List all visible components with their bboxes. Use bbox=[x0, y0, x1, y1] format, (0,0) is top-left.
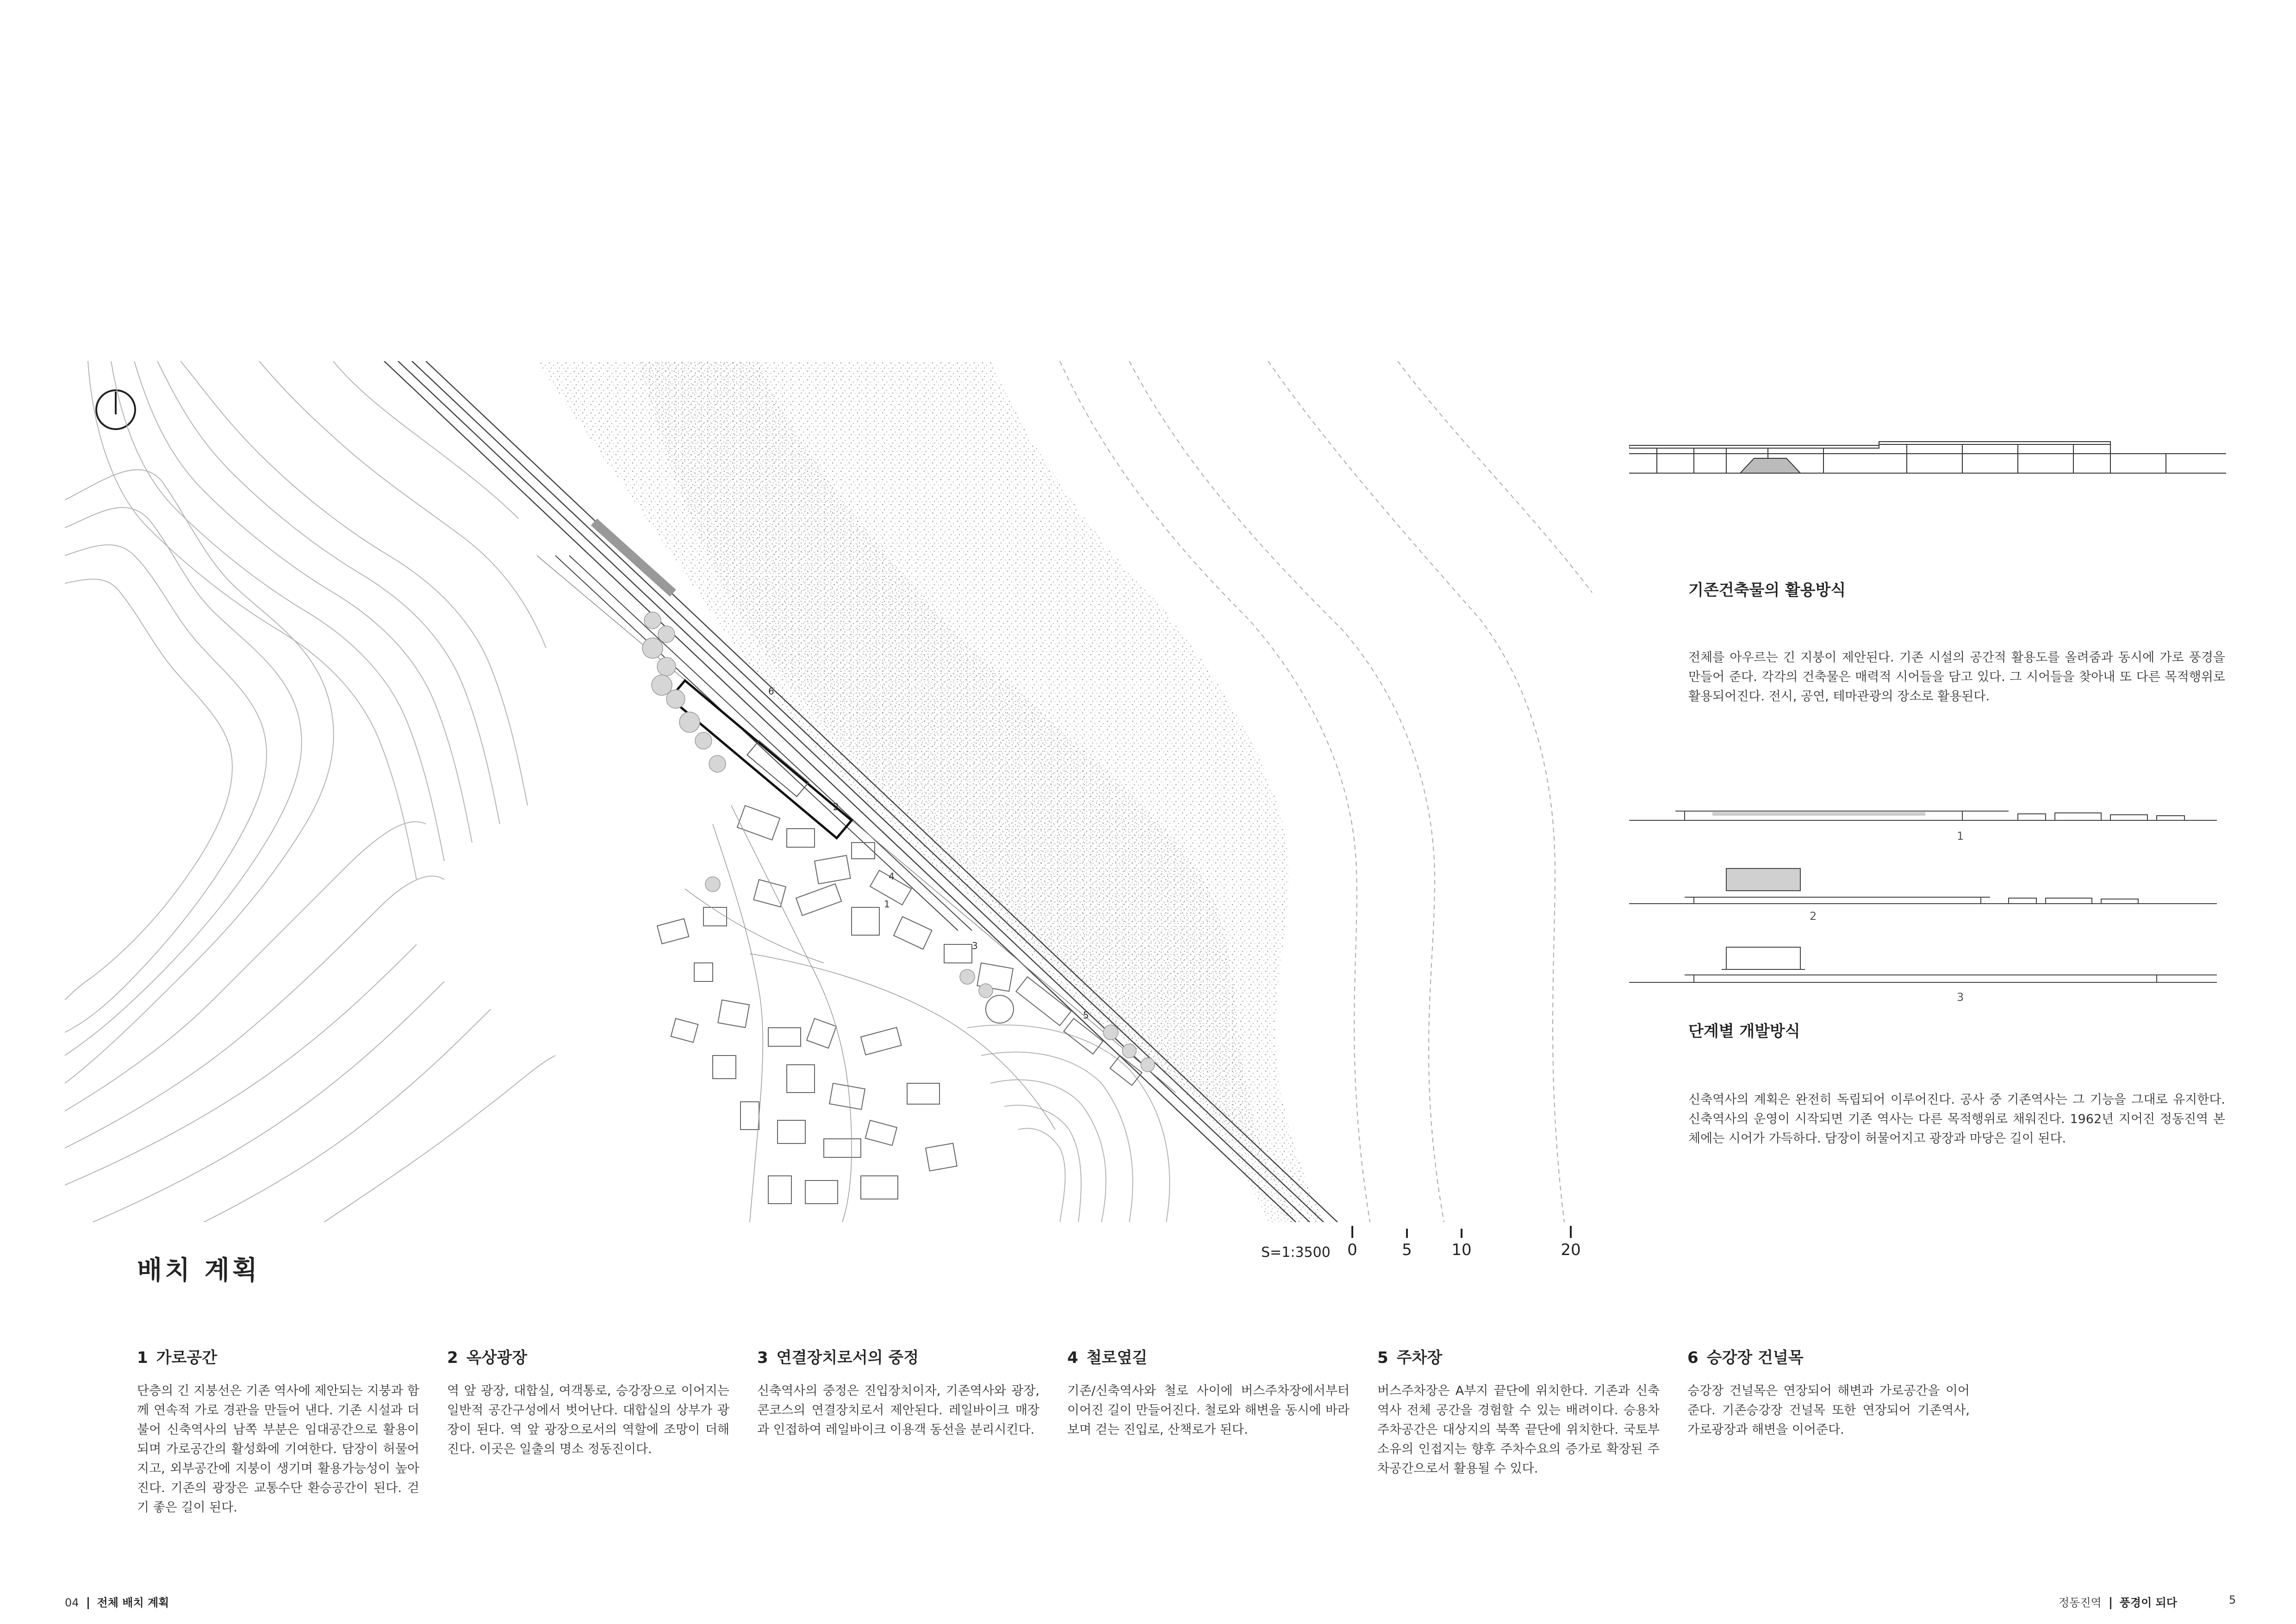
column-5-body: 버스주차장은 A부지 끝단에 위치한다. 기존과 신축역사 전체 공간을 경험할 수 있는 배려이다. 승용차 주차공간은 대상지의 북쪽 끝단에 위치한다. 국토부 소유의 인접지는 향후 주차수요의 증가로 확장된 주차공간으로서 활용될 수 있다. bbox=[1377, 1384, 1660, 1476]
column-4-heading: 4 철로옆길 bbox=[1067, 1349, 1148, 1367]
column-1-heading: 1 가로공간 bbox=[137, 1349, 218, 1367]
building-section-drawing bbox=[1629, 435, 2226, 477]
phase-development-title: 단계별 개발방식 bbox=[1688, 1022, 1800, 1041]
footer-right bbox=[2059, 1593, 2177, 1610]
phase-number-1: 1 bbox=[1957, 830, 1964, 843]
column-3-heading: 3 연결장치로서의 중정 bbox=[757, 1349, 919, 1367]
column-6-body: 승강장 건널목은 연장되어 해변과 가로공간을 이어준다. 기존승강장 건널목 또한 연장되어 기존역사, 가로광장과 해변을 이어준다. bbox=[1687, 1384, 1970, 1437]
phase-elevation-3 bbox=[1629, 935, 2217, 986]
footer-left bbox=[65, 1593, 169, 1610]
plan-label-2: 2 bbox=[833, 801, 839, 812]
footer-page-number-right: 5 bbox=[2229, 1593, 2236, 1606]
phase-elevation-1 bbox=[1629, 778, 2217, 824]
column-3 bbox=[757, 1345, 1039, 1440]
column-4 bbox=[1067, 1345, 1350, 1440]
scale-text: S=1:3500 bbox=[1261, 1244, 1331, 1261]
plan-label-4: 4 bbox=[889, 871, 895, 882]
column-1 bbox=[137, 1345, 419, 1518]
column-5-heading: 5 주차장 bbox=[1377, 1349, 1443, 1367]
scale-tick-20: 20 bbox=[1561, 1241, 1581, 1259]
scale-tick-5: 5 bbox=[1402, 1241, 1412, 1259]
column-2-body: 역 앞 광장, 대합실, 여객통로, 승강장으로 이어지는 일반적 공간구성에서 벗어난다. 대합실의 상부가 광장이 된다. 역 앞 광장으로서의 역할에 조망이 더해진다. 이곳은 일출의 명소 정동진이다. bbox=[447, 1384, 729, 1456]
phase-number-2: 2 bbox=[1810, 910, 1817, 923]
existing-buildings-body: 전체를 아우르는 긴 지붕이 제안된다. 기존 시설의 공간적 활용도를 올려줌과 동시에 가로 풍경을 만들어 준다. 각각의 건축물은 매력적 시어들을 담고 있다. 그 시어들을 찾아내 또 다른 목적행위로 활용되어진다. 전시, 공연, 테마관광의 장소로 활용된다. bbox=[1688, 650, 2225, 704]
column-4-body: 기존/신축역사와 철로 사이에 버스주차장에서부터 이어진 길이 만들어진다. 철로와 해변을 동시에 바라보며 걷는 진입로, 산책로가 된다. bbox=[1067, 1384, 1350, 1437]
existing-buildings-title: 기존건축물의 활용방식 bbox=[1688, 581, 1846, 600]
footer-project-title: 풍경이 되다 bbox=[2119, 1596, 2178, 1609]
plan-label-6: 6 bbox=[768, 686, 774, 697]
footer-project-name: 정동진역 bbox=[2059, 1596, 2102, 1609]
column-6-heading: 6 승강장 건널목 bbox=[1687, 1349, 1804, 1367]
column-3-body: 신축역사의 중정은 진입장치이자, 기존역사와 광장, 콘코스의 연결장치로서 제안된다. 레일바이크 매장과 인접하여 레일바이크 이용객 동선을 분리시킨다. bbox=[757, 1384, 1039, 1437]
plan-label-3: 3 bbox=[972, 940, 978, 951]
plan-label-5: 5 bbox=[1083, 1010, 1089, 1021]
phase-development-body: 신축역사의 계획은 완전히 독립되어 이루어진다. 공사 중 기존역사는 그 기능을 그대로 유지한다. 신축역사의 운영이 시작되면 기존 역사는 다른 목적행위로 채워진다. 1962년 지어진 정동진역 본체에는 시어가 가득하다. 담장이 허물어지고 광장과 마당은 길이 된다. bbox=[1688, 1093, 2225, 1146]
footer-section-title: 전체 배치 계획 bbox=[97, 1596, 169, 1609]
column-6 bbox=[1687, 1345, 1970, 1440]
page-title: 배치 계획 bbox=[137, 1255, 260, 1286]
site-plan-drawing bbox=[65, 361, 1611, 1222]
scale-tick-0: 0 bbox=[1347, 1241, 1357, 1259]
plan-label-1: 1 bbox=[884, 899, 890, 910]
small-hill-contours bbox=[967, 1025, 1170, 1222]
phase-number-3: 3 bbox=[1957, 991, 1964, 1004]
hill-contours bbox=[65, 361, 555, 1222]
column-2 bbox=[447, 1345, 729, 1459]
column-5 bbox=[1377, 1345, 1660, 1479]
scale-tick-10: 10 bbox=[1451, 1241, 1472, 1259]
phase-elevation-2 bbox=[1629, 861, 2217, 907]
column-2-heading: 2 옥상광장 bbox=[447, 1349, 528, 1367]
north-arrow-icon bbox=[96, 390, 135, 429]
scale-bar bbox=[1351, 1226, 1583, 1240]
column-1-body: 단층의 긴 지붕선은 기존 역사에 제안되는 지붕과 함께 연속적 가로 경관을 만들어 낸다. 기존 시설과 더불어 신축역사의 남쪽 부분은 임대공간으로 활용이 되며 가로공간의 활성화에 기여한다. 담장이 허물어지고, 외부공간에 지붕이 생기며 활용가능성이 높아진다. 기존의 광장은 교통수단 환승공간이 된다. 걷기 좋은 길이 된다. bbox=[137, 1384, 419, 1515]
footer-page-number-left: 04 bbox=[65, 1596, 79, 1609]
